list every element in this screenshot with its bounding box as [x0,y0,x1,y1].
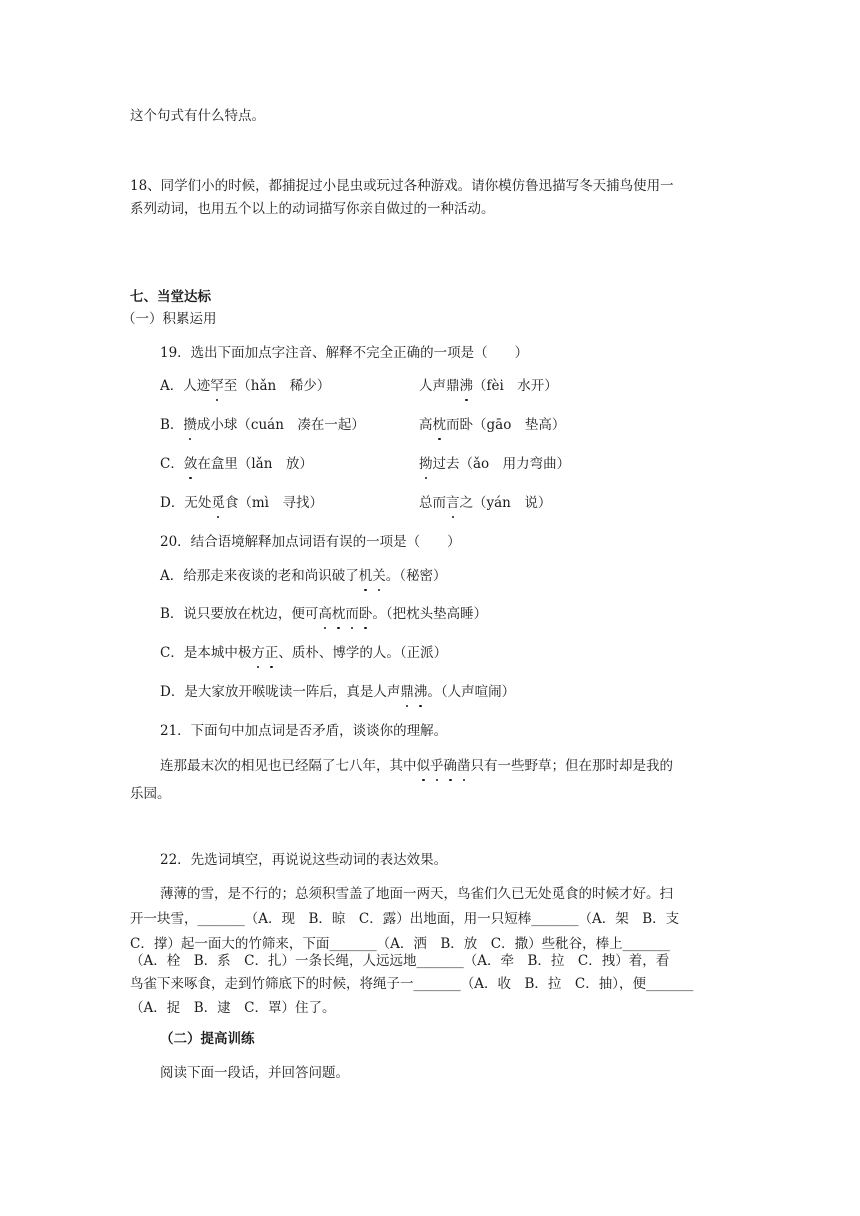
q20-option-a: A．给那走来夜谈的老和尚识破了机关。（秘密） [160,568,447,584]
emphasis-char: 卧 [358,606,373,622]
emphasis-char: 而 [345,606,359,622]
emphasis-mark: 枕 [432,417,446,433]
q19-option-d-right: 总而言之（yán 说） [419,495,552,511]
q18-line2: 系列动词，也用五个以上的动词描写你亲自做过的一种活动。 [130,201,495,217]
q22-stem: 22．先选词填空，再说说这些动词的表达效果。 [160,852,448,868]
q22-paragraph-line4: （A．栓 B．系 C．扎）一条长绳，人远远地_______（A．牵 B．拉 C．拽）着，看 [130,953,670,969]
emphasis-char: 乎 [430,758,444,774]
emphasis-mark: 拗 [419,456,433,472]
emphasis-char: 关 [372,568,386,584]
emphasis-char: 枕 [331,606,346,622]
q22-paragraph-line1: 薄薄的雪，是不行的；总须积雪盖了地面一两天，鸟雀们久已无处觅食的时候才好。扫 [160,886,673,902]
emphasis-char: 正 [264,645,279,661]
section-title: 七、当堂达标 [130,289,211,305]
q22-paragraph-line6: （A．捉 B．逮 C．罩）住了。 [130,1000,336,1016]
emphasis-char: 鼎 [400,684,414,700]
q19-option-c-right: 拗过去（ǎo 用力弯曲） [419,456,571,472]
q20-stem: 20．结合语境解释加点词语有误的一项是（ ） [160,534,461,550]
emphasis-char: 高 [318,606,332,622]
emphasis-mark: 攒 [183,417,197,433]
q20-option-c: C．是本城中极方正、质朴、博学的人。（正派） [160,645,448,661]
q21-text-line2: 乐园。 [130,786,171,802]
q21-stem: 21．下面句中加点词是否矛盾，谈谈你的理解。 [160,723,448,739]
emphasis-word [318,606,372,622]
emphasis-word [359,568,386,584]
q19-option-c-left: C．敛在盒里（lǎn 放） [160,456,313,472]
emphasis-char: 凿 [457,758,471,774]
subsection-2-title: （二）提高训练 [160,1031,255,1047]
emphasis-mark: 沸 [459,378,473,394]
emphasis-char: 确 [443,758,457,774]
q21-text-line1: 连那最末次的相见也已经隔了七八年，其中似乎确凿只有一些野草；但在那时却是我的 [160,758,673,774]
emphasis-word [400,684,427,700]
q22-paragraph-line3: C．撑）起一面大的竹筛来，下面_______（A．洒 B．放 C．撒）些秕谷，棒上_______ [130,936,670,952]
q20-option-b: B．说只要放在枕边，便可高枕而卧。（把枕头垫高睡） [160,606,488,622]
q18-line1: 18、同学们小的时候，都捕捉过小昆虫或玩过各种游戏。请你模仿鲁迅描写冬天捕鸟使用一 [130,178,674,194]
q19-option-b-left: B．攒成小球（cuán 凑在一起） [160,417,365,433]
emphasis-word [417,758,471,774]
q20-option-d: D．是大家放开喉咙读一阵后，真是人声鼎沸。（人声喧闹） [160,684,516,700]
subsection-1-title: （一）积累运用 [122,311,217,327]
emphasis-char: 方 [251,645,265,661]
q19-stem: 19．选出下面加点字注音、解释不完全正确的一项是（ ） [160,345,529,361]
emphasis-mark: 罕 [210,378,224,394]
q19-option-b-right: 高枕而卧（gāo 垫高） [419,417,566,433]
q22-paragraph-line5: 鸟雀下来啄食，走到竹筛底下的时候，将绳子一_______（A．收 B．拉 C．抽），便_______ [130,976,694,992]
emphasis-char: 沸 [413,684,428,700]
q19-option-a-right: 人声鼎沸（fèi 水开） [419,378,558,394]
emphasis-char: 机 [358,568,373,584]
emphasis-mark: 言 [446,495,460,511]
q19-option-d-left: D．无处觅食（mì 寻找） [160,495,323,511]
q22-paragraph-line2: 开一块雪，_______（A．现 B．晾 C．露）出地面，用一只短棒_______（A．架 B．支 [130,911,680,927]
q19-option-a-left: A．人迹罕至（hǎn 稀少） [160,378,331,394]
reading-instruction: 阅读下面一段话，并回答问题。 [160,1065,349,1081]
intro-tail-text: 这个句式有什么特点。 [130,108,265,124]
emphasis-mark: 觅 [211,495,225,511]
emphasis-mark: 敛 [183,456,198,472]
emphasis-char: 似 [416,758,430,774]
emphasis-word [251,645,278,661]
